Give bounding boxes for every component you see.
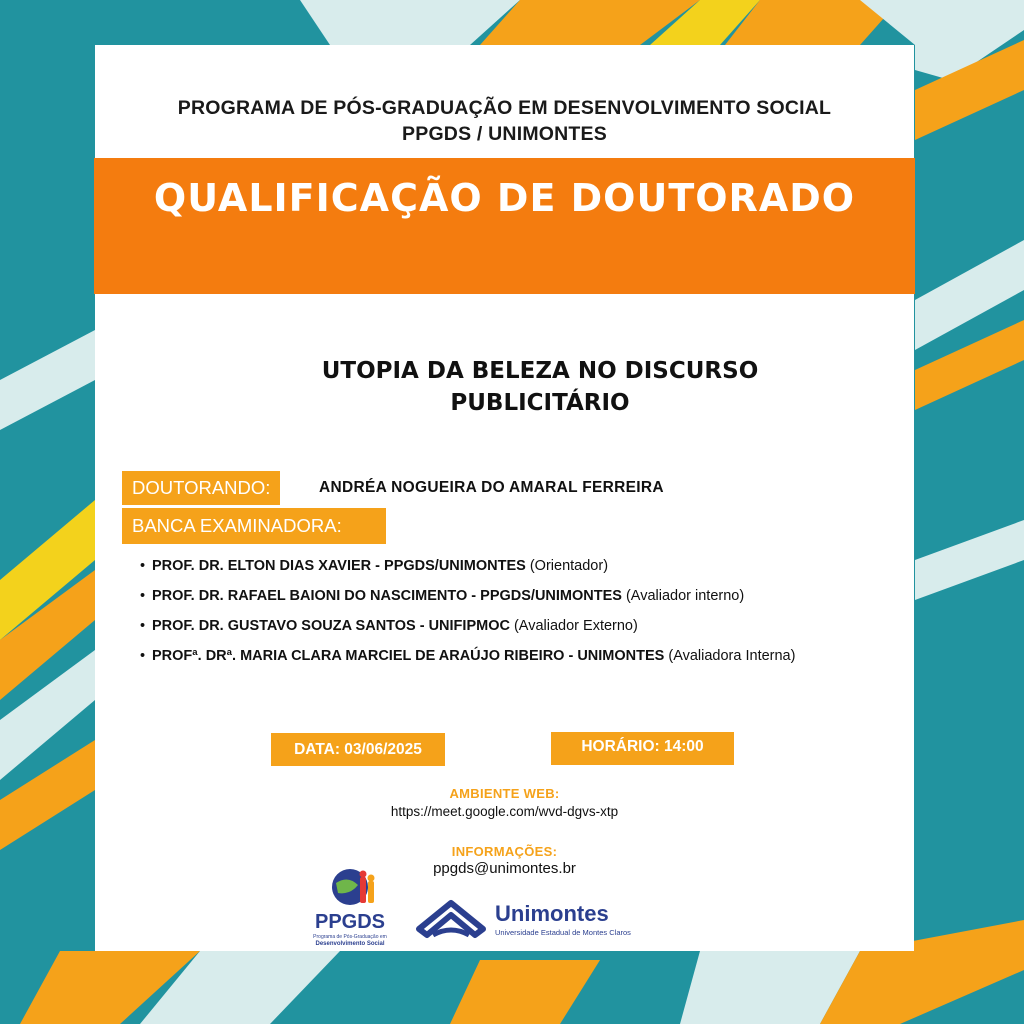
date-box: DATA: 03/06/2025 [271, 733, 445, 766]
committee-member: • PROF. DR. ELTON DIAS XAVIER - PPGDS/UNIMONTES (Orientador) [140, 551, 880, 581]
committee-member: • PROFª. DRª. MARIA CLARA MARCIEL DE ARAÚJO RIBEIRO - UNIMONTES (Avaliadora Interna) [140, 641, 880, 671]
program-name: PROGRAMA DE PÓS-GRADUAÇÃO EM DESENVOLVIMENTO SOCIAL [177, 97, 832, 119]
program-acronym: PPGDS / UNIMONTES [402, 123, 607, 145]
committee-label: BANCA EXAMINADORA: [122, 508, 386, 544]
svg-text:Desenvolvimento Social: Desenvolvimento Social [315, 941, 385, 947]
ppgds-logo [298, 865, 408, 951]
doctoral-student-name: ANDRÉA NOGUEIRA DO AMARAL FERREIRA [319, 479, 664, 496]
svg-text:Unimontes: Unimontes [495, 901, 609, 926]
unimontes-logo [413, 895, 653, 945]
svg-text:Programa de Pós-Graduação em: Programa de Pós-Graduação em [313, 934, 387, 940]
doctoral-student-label: DOUTORANDO: [122, 471, 280, 505]
committee-list [140, 551, 880, 671]
title-banner [94, 158, 915, 294]
info-label: INFORMAÇÕES: [451, 844, 558, 859]
poster-card [95, 45, 914, 951]
time-box: HORÁRIO: 14:00 [551, 732, 734, 765]
committee-member: • PROF. DR. GUSTAVO SOUZA SANTOS - UNIFIPMOC (Avaliador Externo) [140, 611, 880, 641]
contact-email[interactable]: ppgds@unimontes.br [433, 860, 576, 877]
thesis-title-line1: UTOPIA DA BELEZA NO DISCURSO [321, 358, 759, 384]
svg-text:PPGDS: PPGDS [314, 911, 386, 933]
event-title: QUALIFICAÇÃO DE DOUTORADO [153, 176, 856, 220]
thesis-title [225, 355, 855, 419]
committee-member: • PROF. DR. RAFAEL BAIONI DO NASCIMENTO - PPGDS/UNIMONTES (Avaliador interno) [140, 581, 880, 611]
web-label: AMBIENTE WEB: [449, 786, 560, 801]
thesis-title-line2: PUBLICITÁRIO [450, 390, 630, 416]
meeting-link[interactable]: https://meet.google.com/wvd-dgvs-xtp [390, 804, 619, 819]
svg-text:Universidade Estadual de Monte: Universidade Estadual de Montes Claros [495, 928, 631, 937]
